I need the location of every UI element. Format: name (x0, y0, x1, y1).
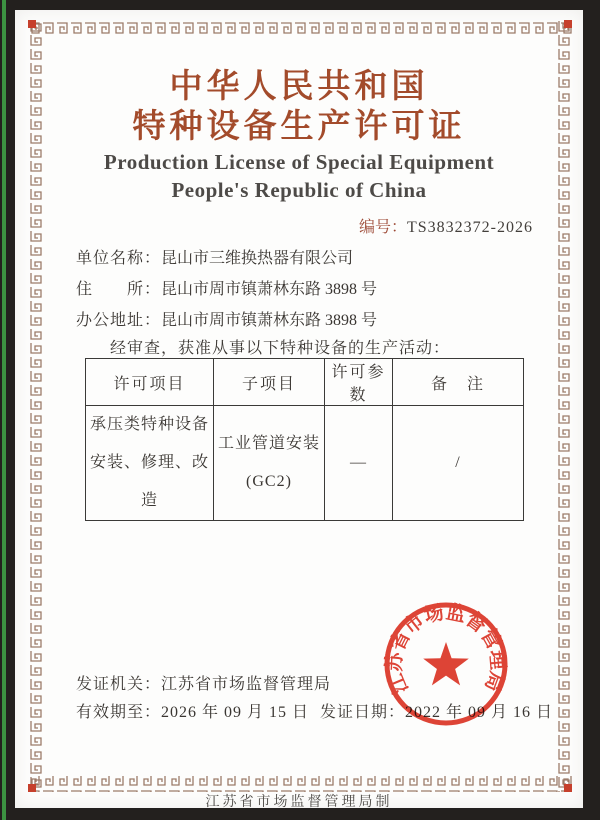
license-number-value: TS3832372-2026 (407, 219, 533, 236)
title-en-line1: Production License of Special Equipment (103, 150, 495, 174)
license-number-line (359, 214, 533, 237)
title-cn-line1: 中华人民共和国 (169, 69, 429, 105)
seal-star-icon (423, 642, 469, 685)
cell-license-param: — (325, 406, 393, 521)
header-sub-item: 子项目 (214, 359, 325, 406)
approval-note: 经审查，获准从事以下特种设备的生产活动： (110, 340, 451, 357)
table-header-row (86, 359, 524, 406)
license-table (85, 358, 524, 521)
sub-item-line1: 工业管道安装 (217, 435, 320, 452)
title-cn-line2: 特种设备生产许可证 (132, 109, 466, 145)
field-company-name (76, 245, 353, 268)
seal-text: 江苏省市场监督管理局 (383, 601, 509, 697)
valid-until-label: 有效期至： (76, 704, 162, 721)
corner-mark-topright (564, 20, 572, 28)
field-company-name-label: 单位名称： (76, 250, 162, 267)
photo-edge-green-stripe (2, 0, 6, 820)
valid-until-line (76, 699, 309, 722)
field-address (76, 276, 377, 299)
field-address-label: 住 所： (76, 281, 162, 298)
field-company-name-value: 昆山市三维换热器有限公司 (161, 250, 354, 267)
issuer-label: 发证机关： (76, 676, 162, 693)
cell-sub-item (214, 406, 325, 521)
valid-until-value: 2026 年 09 月 15 日 (161, 704, 310, 721)
field-office-address (76, 307, 377, 330)
cell-remark: / (393, 406, 524, 521)
table-row (86, 406, 524, 521)
header-remark: 备 注 (393, 359, 524, 406)
license-item-line1: 承压类特种设备 (89, 416, 209, 433)
footer-issuing-authority: 江苏省市场监督管理局制 (205, 795, 393, 810)
license-item-line2: 安装、修理、改造 (89, 454, 209, 509)
corner-mark-topleft (28, 20, 36, 28)
sub-item-line2: (GC2) (246, 473, 292, 490)
title-block (15, 68, 583, 204)
issue-date-value: 2022 年 09 月 16 日 (405, 704, 554, 721)
header-license-param: 许可参数 (325, 359, 393, 406)
field-address-value: 昆山市周市镇萧林东路 3898 号 (161, 281, 378, 298)
license-number-label: 编号： (358, 219, 407, 236)
issuer-line (76, 671, 331, 694)
issue-date-label: 发证日期： (320, 704, 406, 721)
cell-license-item (86, 406, 214, 521)
issuer-value: 江苏省市场监督管理局 (161, 676, 332, 693)
header-license-item: 许可项目 (86, 359, 214, 406)
title-en-line2: People's Republic of China (171, 178, 427, 202)
field-office-address-label: 办公地址： (76, 312, 162, 329)
border-top (28, 20, 572, 36)
official-seal-stamp (380, 598, 512, 730)
border-bottom (28, 776, 572, 792)
field-office-address-value: 昆山市周市镇萧林东路 3898 号 (161, 312, 378, 329)
certificate-page (15, 10, 583, 808)
